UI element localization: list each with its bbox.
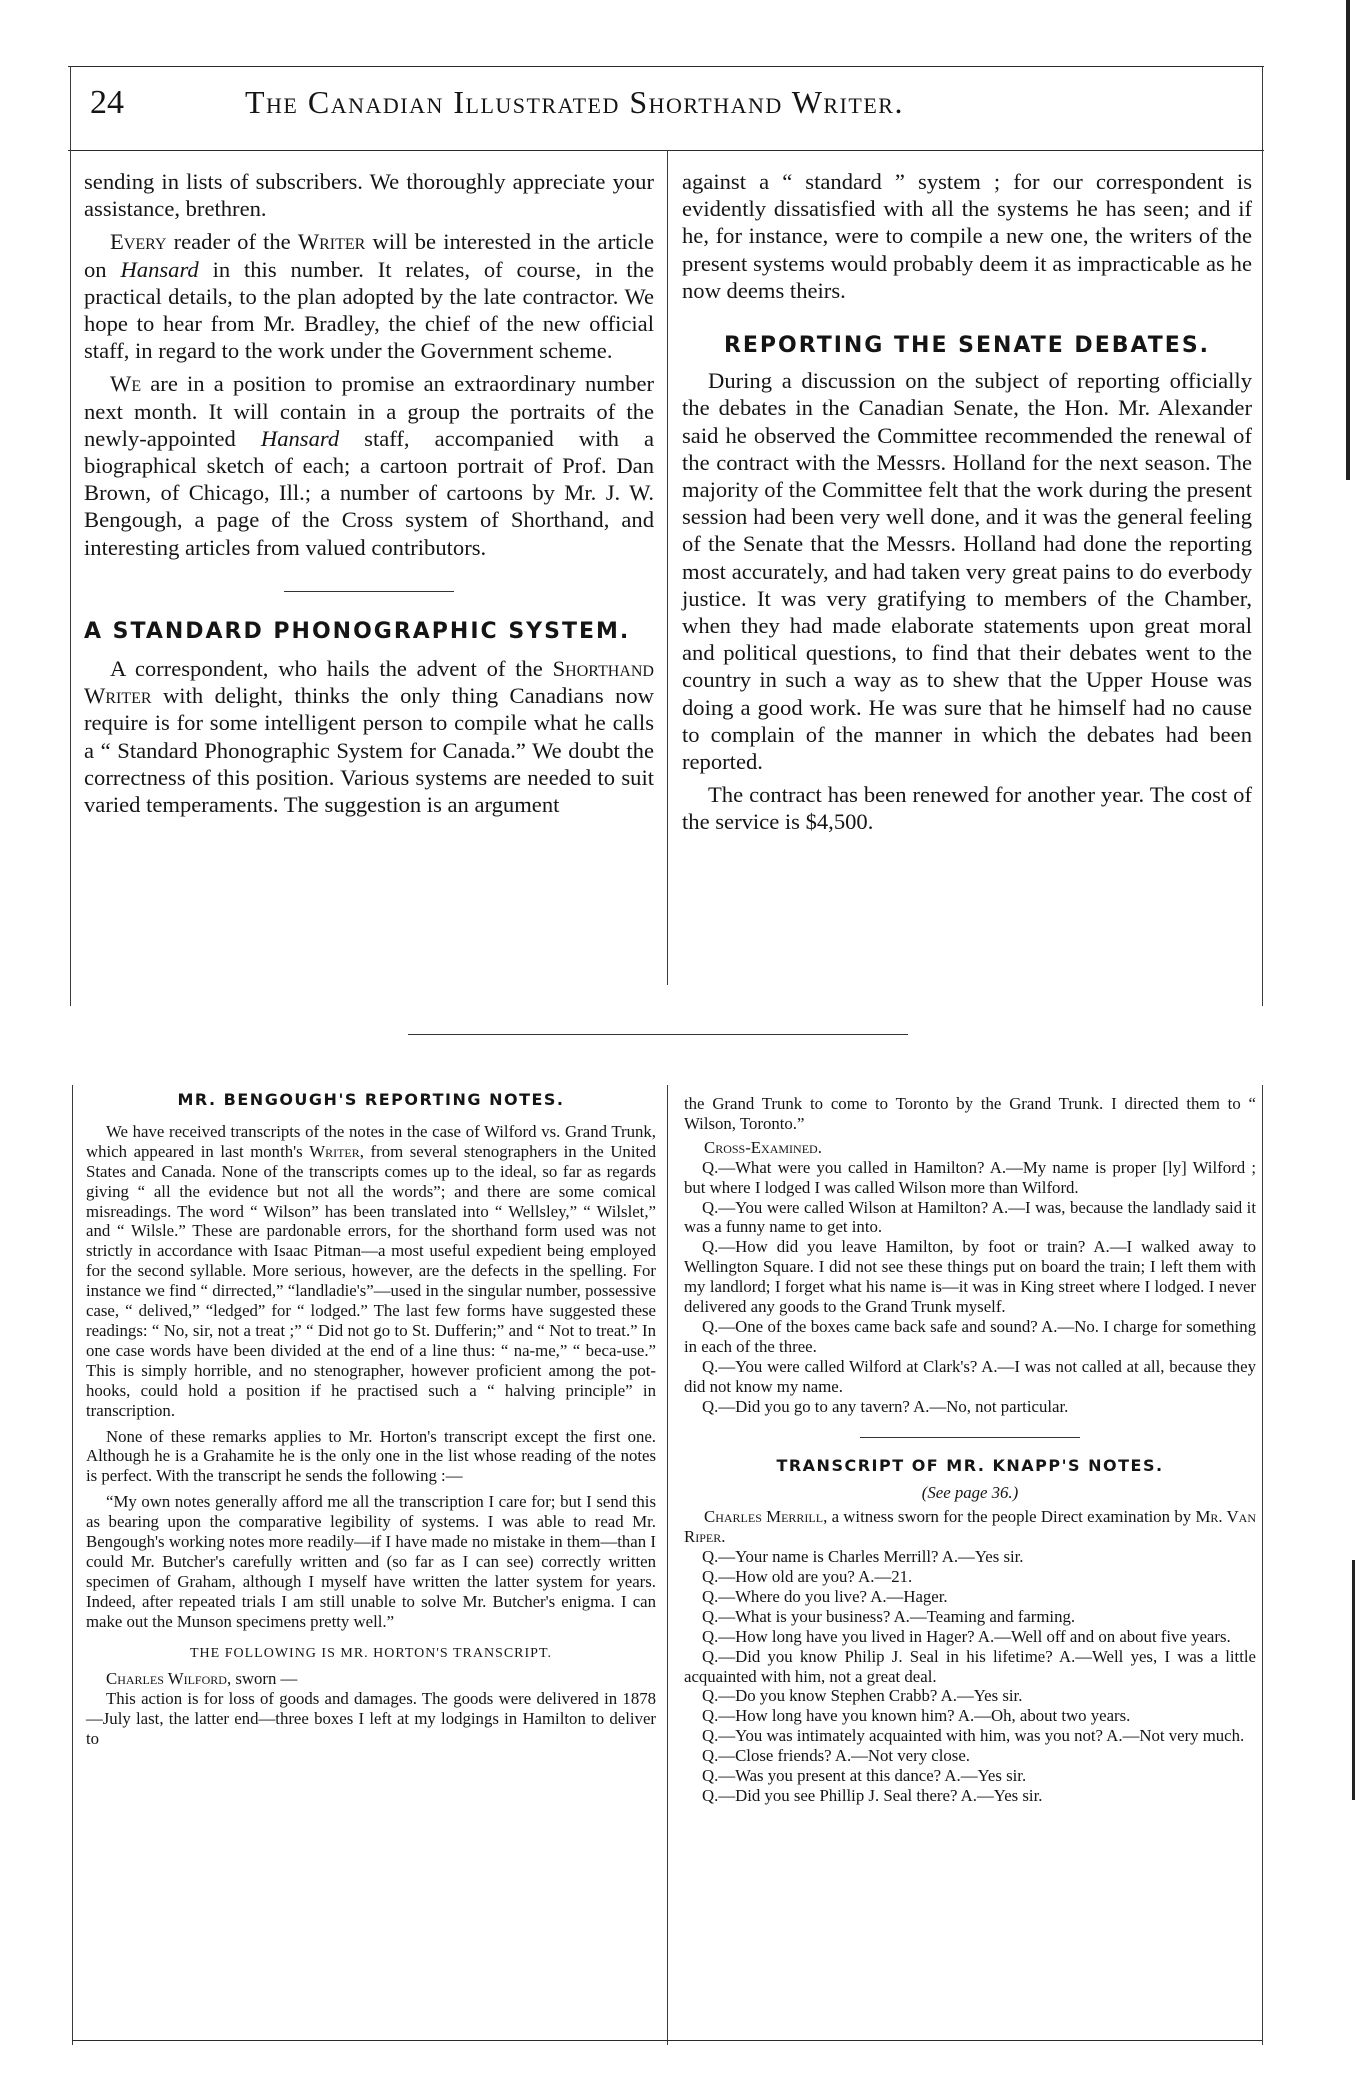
right-border-rule: [1262, 66, 1263, 1006]
paragraph-horton-quote: “My own notes generally afford me all the transcription I care for; but I send this as bearing upon the comparative legibility of systems. I was able to read Mr. Bengough's working notes more readily—if I have made no mistake in them—than I could Mr. Butcher's carefully written and (so far as I can see) correctly written specimen of Graham, although I myself have written the latter system for years. Indeed, after repeated trials I am still unable to solve Mr. Butcher's enigma. I can make out the Munson specimens pretty well.”: [86, 1492, 656, 1631]
qa-item: Q.—Your name is Charles Merrill? A.—Yes sir.: [702, 1547, 1024, 1567]
qa-item: Q.—You were called Wilford at Clark's? A.—I was not called at all, because they did not know my name.: [684, 1356, 1256, 1396]
paragraph-senate-discussion: During a discussion on the subject of reporting officially the debates in the Canadian Senate, the Hon. Mr. Alexander said he observed the Committee recommended the renewal of the contract with the Messrs. Holland for the next season. The majority of the Committee felt that the work during the present session had been very well done, and it was the general feeling of the Senate that the Messrs. Holland had done the reporting most accurately, and had taken very great pains to do everbody justice. It was very gratifying to members of the Chamber, when they had made elaborate statements upon great moral and political questions, to find that their debates went to the country in such a way as to shew that the Upper House was doing a good work. He was sure that he himself had no cause to complain of the manner in which the debates had been reported.: [682, 368, 1252, 775]
page-header: [70, 78, 1260, 148]
paragraph-hansard-article: Every reader of the Writer will be interested in the article on Hansard in this number. It relates, of course, in the practical details, to the plan adopted by the late contractor. We hope to hear from Mr. Bradley, the chief of the new official staff, in regard to the work under the Government scheme.: [84, 229, 654, 364]
running-title: The Canadian Illustrated Shorthand Writer.: [245, 84, 904, 120]
paragraph-charles-wilford-sworn: Charles Wilford, sworn —: [106, 1669, 298, 1689]
paragraph-action-loss-goods: This action is for loss of goods and damages. The goods were delivered in 1878—July last, the latter end—three boxes I left at my lodgings in Hamilton to deliver to: [86, 1689, 656, 1749]
paragraph-horton-transcript: None of these remarks applies to Mr. Horton's transcript except the first one. Although he is a Grahamite he is the only one in the list whose reading of the notes is perfect. With the transcript he sends the following :—: [86, 1426, 656, 1486]
qa-item: Q.—You were called Wilson at Hamilton? A.—I was, because the landlady said it was a funny name to get into.: [684, 1197, 1256, 1237]
center-section-divider: [408, 1034, 908, 1035]
top-column-divider: [667, 150, 668, 985]
paragraph-next-month: We are in a position to promise an extraordinary number next month. It will contain in a group the portraits of the newly-appointed Hansard staff, accompanied with a biographical sketch of each; a cartoon portrait of Prof. Dan Brown, of Chicago, Ill.; a number of cartoons by Mr. J. W. Bengough, a page of the Cross system of Shorthand, and interesting articles from valued contributors.: [84, 371, 655, 560]
paragraph-standard-system-continued: against a “ standard ” system ; for our correspondent is evidently dissatisfied with all the systems he has seen; and if he, for instance, were to compile a new one, the writers of the present systems would probably deem it as impracticable as he now deems theirs.: [682, 169, 1252, 303]
bottom-right-border-rule: [1262, 1085, 1263, 2045]
top-left-column: [84, 168, 654, 818]
section-divider: [284, 591, 454, 592]
left-border-rule: [70, 66, 71, 1006]
bottom-left-border-rule: [72, 1085, 73, 2045]
paragraph-transcripts-received: We have received transcripts of the notes in the case of Wilford vs. Grand Trunk, which appeared in last month's Writer, from several stenographers in the United States and Canada. None of the transcripts comes up to the ideal, so far as regards giving “ all the evidence but not all the words”; and there are some comical misreadings. The word “ Wilson” has been translated into “ Wellsley,” “ Wilslet,” and “ Wilsle.” These are pardonable errors, for the shorthand form used was not strictly in accordance with Isaac Pitman—a most useful expedient being employed for the second syllable. More serious, however, are the defects in the spelling. For instance we find “ dirrected,” “landladie's”—used in the singular number, possessive case, “ delived,” “ledged” for “ lodged.” The last few forms have suggested these readings: “ No, sir, not a treat ;” “ Did not go to St. Dufferin;” and “ Not to treat.” In one case words have been divided at the end of a line thus: “ na-me,” “ beca-use.” This is simply horrible, and no stenographer, however proficient among the pot-hooks, could hold a position if he practised such a “ halving principle” in transcription.: [86, 1121, 656, 1420]
qa-item: Q.—Did you know Philip J. Seal in his lifetime? A.—Well yes, I was a little acquainted with him, not a great deal.: [684, 1646, 1256, 1686]
qa-item: Q.—Where do you live? A.—Hager.: [702, 1586, 948, 1606]
qa-item: Q.—How old are you? A.—21.: [702, 1567, 913, 1587]
top-border-rule: [68, 66, 1264, 67]
page-bottom-rule: [72, 2040, 1262, 2041]
paragraph-contract-renewed: The contract has been renewed for another year. The cost of the service is $4,500.: [682, 782, 1252, 835]
paragraph-correspondent: A correspondent, who hails the advent of the Shorthand Writer with delight, thinks the only thing Canadians now require is for some intelligent person to compile what he calls a “ Standard Phonographic System for Canada.” We doubt the correctness of this position. Various systems are needed to suit varied temperaments. The suggestion is an argument: [84, 656, 654, 818]
qa-item: Q.—How long have you known him? A.—Oh, about two years.: [702, 1706, 1131, 1726]
direct-examination-list: [684, 1547, 1256, 1806]
subheading-horton-transcript: THE FOLLOWING IS MR. HORTON'S TRANSCRIPT.: [190, 1645, 552, 1661]
label-cross-examined: Cross-Examined.: [704, 1137, 822, 1157]
qa-item: Q.—You was intimately acquainted with him, was you not? A.—Not very much.: [702, 1726, 1245, 1746]
header-bottom-rule: [68, 150, 1264, 151]
top-right-column: [682, 168, 1252, 836]
heading-knapp-notes: TRANSCRIPT OF MR. KNAPP'S NOTES.: [776, 1455, 1164, 1475]
paragraph-subscribers: sending in lists of subscribers. We thoroughly appreciate your assistance, brethren.: [84, 169, 654, 222]
heading-bengough-reporting-notes: MR. BENGOUGH'S REPORTING NOTES.: [177, 1090, 565, 1109]
qa-item: Q.—Was you present at this dance? A.—Yes sir.: [702, 1766, 1027, 1786]
qa-item: Q.—Did you see Phillip J. Seal there? A.—Yes sir.: [702, 1786, 1043, 1805]
qa-item: Q.—What is your business? A.—Teaming and farming.: [702, 1606, 1076, 1626]
bottom-column-divider: [667, 1085, 668, 2045]
page-number: 24: [90, 84, 124, 121]
qa-item: Q.—How did you leave Hamilton, by foot or train? A.—I walked away to Wellington Square. I did not see these things put on board the train; I left them with my landlord; I forget what his name is—it was in King street where I lodged. I never delivered any goods to the Grand Trunk myself.: [684, 1237, 1256, 1317]
heading-standard-phonographic-system: A STANDARD PHONOGRAPHIC SYSTEM.: [84, 618, 631, 644]
qa-item: Q.—Close friends? A.—Not very close.: [702, 1746, 970, 1766]
scan-edge-mark-lower: [1352, 1560, 1355, 1800]
paragraph-witness-sworn: Charles Merrill, a witness sworn for the people Direct examination by Mr. Van Riper.: [684, 1507, 1256, 1547]
qa-item: Q.—How long have you lived in Hager? A.—Well off and on about five years.: [702, 1626, 1231, 1646]
qa-item: Q.—Do you know Stephen Crabb? A.—Yes sir.: [702, 1686, 1023, 1706]
bottom-left-column: [86, 1090, 656, 1749]
qa-item: Q.—Did you go to any tavern? A.—No, not particular.: [702, 1396, 1069, 1416]
qa-item: Q.—One of the boxes came back safe and sound? A.—No. I charge for something in each of the three.: [684, 1316, 1256, 1356]
bottom-right-column: [684, 1094, 1256, 1806]
knapp-section-divider: [860, 1437, 1080, 1438]
cross-examination-list: [684, 1158, 1256, 1417]
paragraph-grand-trunk-continued: the Grand Trunk to come to Toronto by the Grand Trunk. I directed them to “ Wilson, Toronto.”: [684, 1094, 1256, 1133]
scan-edge-mark: [1346, 0, 1350, 480]
qa-item: Q.—What were you called in Hamilton? A.—My name is proper [ly] Wilford ; but where I lodged I was called Wilson more than Wilford.: [684, 1157, 1256, 1197]
heading-reporting-senate-debates: REPORTING THE SENATE DEBATES.: [723, 333, 1211, 359]
see-page-reference: (See page 36.): [921, 1483, 1019, 1503]
